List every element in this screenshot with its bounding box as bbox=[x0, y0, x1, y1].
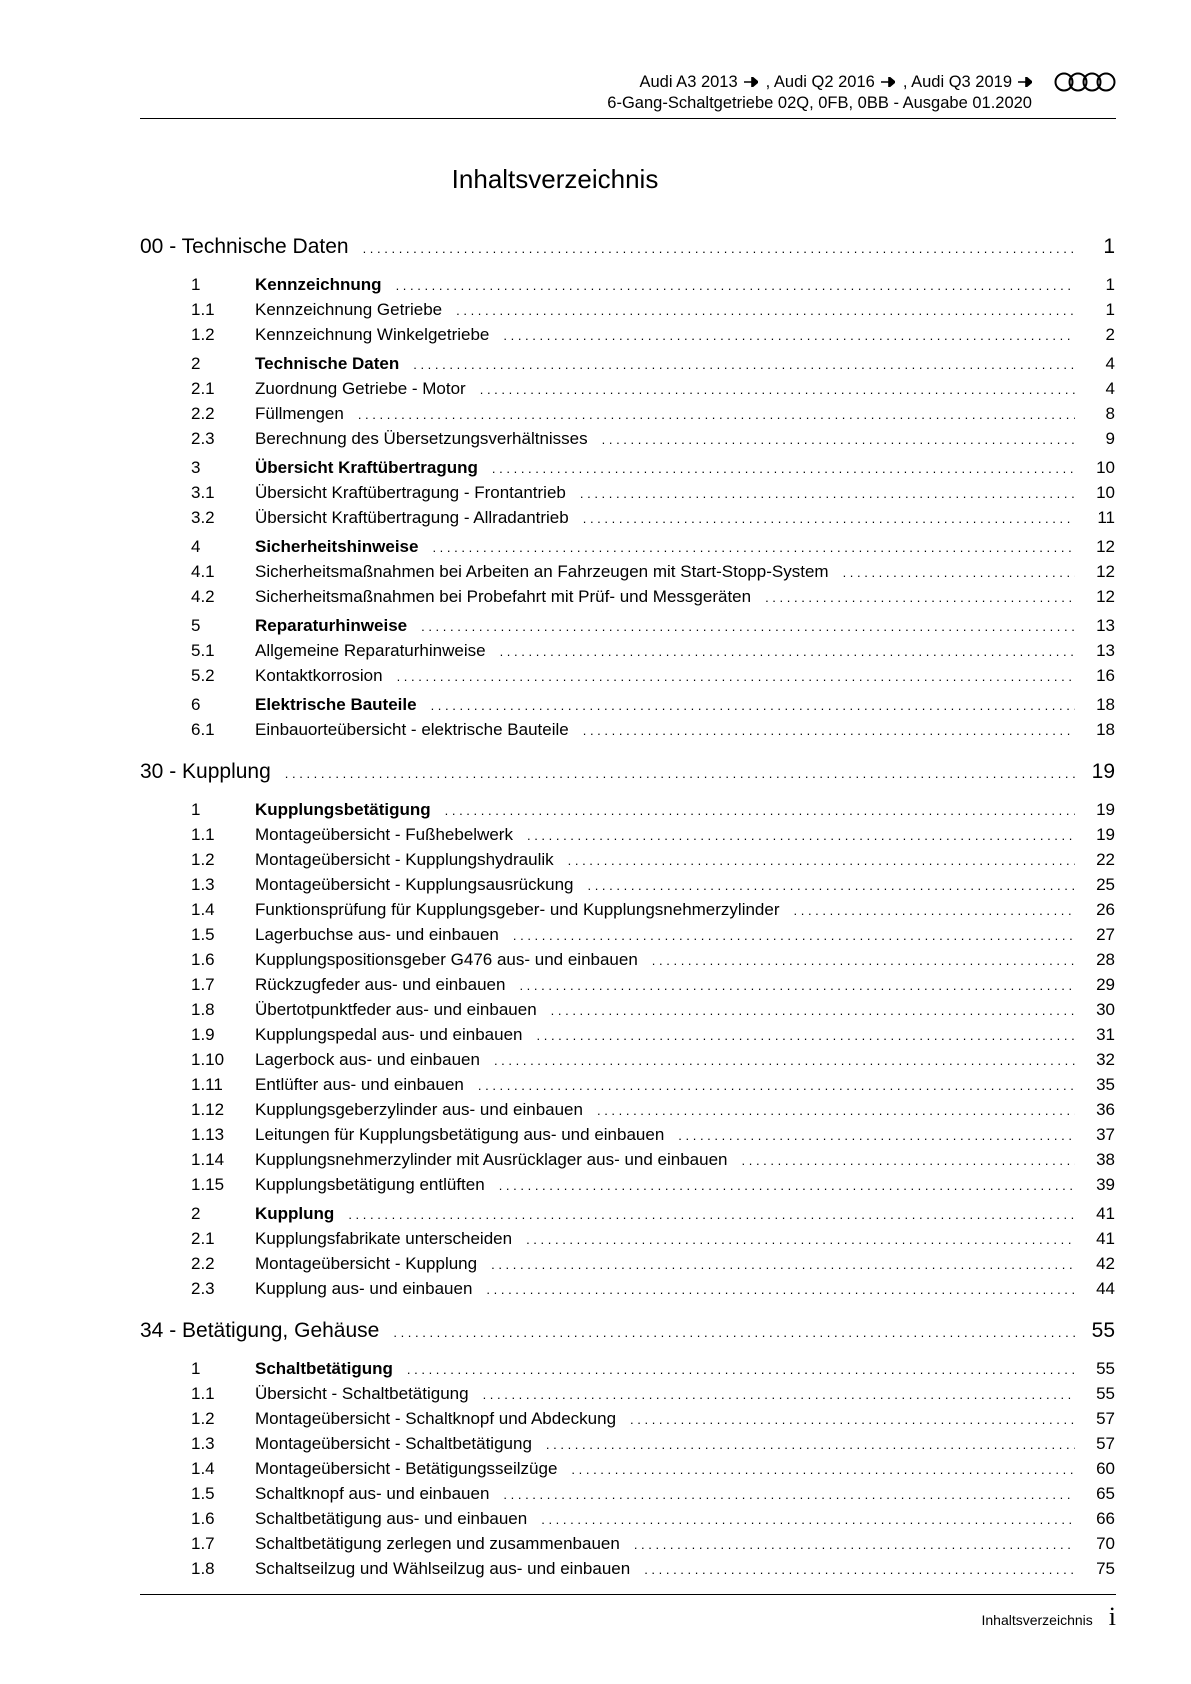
entry-title: Füllmengen bbox=[255, 404, 344, 423]
entry-title: Entlüfter aus- und einbauen bbox=[255, 1075, 464, 1094]
manual-subtitle: 6-Gang-Schaltgetriebe 02Q, 0FB, 0BB - Ausgabe 01.2020 bbox=[607, 94, 1032, 112]
entry-title: Schaltseilzug und Wählseilzug aus- und einbauen bbox=[255, 1559, 631, 1578]
entry-number: 1 bbox=[191, 800, 201, 819]
entry-title: Übertotpunktfeder aus- und einbauen bbox=[255, 1000, 537, 1019]
entry-number: 1.13 bbox=[191, 1125, 225, 1144]
arrow-right-icon bbox=[881, 77, 895, 87]
entry-number: 1.1 bbox=[191, 300, 215, 319]
audi-rings-icon bbox=[1054, 71, 1116, 93]
entry-title: Leitungen für Kupplungsbetätigung aus- und einbauen bbox=[255, 1125, 665, 1144]
entry-title: 34 - Betätigung, Gehäuse bbox=[140, 1319, 380, 1342]
entry-title: Lagerbock aus- und einbauen bbox=[255, 1050, 480, 1069]
entry-number: 1.1 bbox=[191, 1384, 215, 1403]
entry-number: 1 bbox=[191, 1359, 201, 1378]
dot-leader bbox=[630, 1412, 1075, 1427]
entry-title: Technische Daten bbox=[255, 354, 400, 373]
entry-number: 1.2 bbox=[191, 325, 215, 344]
dot-leader bbox=[587, 878, 1075, 893]
dot-leader bbox=[634, 1537, 1075, 1552]
entry-title: Montageübersicht - Schaltbetätigung bbox=[255, 1434, 532, 1453]
entry-title: Funktionsprüfung für Kupplungsgeber- und Kupplungsnehmerzylinder bbox=[255, 900, 780, 919]
dot-leader bbox=[456, 303, 1075, 318]
section-entry[interactable] bbox=[140, 354, 1115, 379]
page-footer bbox=[981, 1602, 1116, 1632]
entry-page-number: 27 bbox=[1096, 925, 1115, 944]
header-rule bbox=[140, 118, 1116, 119]
entry-number: 1.7 bbox=[191, 975, 215, 994]
entry-number: 1.15 bbox=[191, 1175, 225, 1194]
entry-title: Montageübersicht - Schaltknopf und Abdeckung bbox=[255, 1409, 617, 1428]
entry-title: 30 - Kupplung bbox=[140, 760, 271, 783]
entry-page-number: 39 bbox=[1096, 1175, 1115, 1194]
entry-page-number: 4 bbox=[1105, 354, 1115, 373]
dot-leader bbox=[765, 590, 1075, 605]
entry-title: Kupplungsbetätigung bbox=[255, 800, 431, 819]
dot-leader bbox=[494, 1053, 1075, 1068]
entry-page-number: 30 bbox=[1096, 1000, 1115, 1019]
subsection-entry[interactable] bbox=[140, 1434, 1115, 1459]
dot-leader bbox=[431, 698, 1075, 713]
entry-number: 4.1 bbox=[191, 562, 215, 581]
section-entry[interactable] bbox=[140, 537, 1115, 562]
dot-leader bbox=[546, 1437, 1075, 1452]
section-entry[interactable] bbox=[140, 1204, 1115, 1229]
entry-number: 1.11 bbox=[191, 1075, 223, 1094]
entry-number: 3.1 bbox=[191, 483, 215, 502]
entry-number: 6.1 bbox=[191, 720, 215, 739]
dot-leader bbox=[526, 1232, 1075, 1247]
entry-page-number: 32 bbox=[1096, 1050, 1115, 1069]
entry-page-number: 31 bbox=[1096, 1025, 1115, 1044]
entry-page-number: 57 bbox=[1096, 1434, 1115, 1453]
vehicle-label: Audi A3 2013 bbox=[639, 72, 738, 91]
entry-title: Zuordnung Getriebe - Motor bbox=[255, 379, 466, 398]
entry-title: Schaltbetätigung aus- und einbauen bbox=[255, 1509, 528, 1528]
entry-page-number: 66 bbox=[1096, 1509, 1115, 1528]
table-of-contents bbox=[140, 232, 1115, 1584]
subsection-entry[interactable] bbox=[140, 1229, 1115, 1254]
entry-title: Sicherheitsmaßnahmen bei Arbeiten an Fahrzeugen mit Start-Stopp-System bbox=[255, 562, 829, 581]
subsection-entry[interactable] bbox=[140, 975, 1115, 1000]
dot-leader bbox=[486, 1282, 1075, 1297]
subsection-entry[interactable] bbox=[140, 1075, 1115, 1100]
dot-leader bbox=[580, 486, 1075, 501]
subsection-entry[interactable] bbox=[140, 720, 1115, 745]
entry-number: 1.2 bbox=[191, 1409, 215, 1428]
subsection-entry[interactable] bbox=[140, 1025, 1115, 1050]
subsection-entry[interactable] bbox=[140, 1125, 1115, 1150]
vehicle-line bbox=[639, 68, 1116, 96]
entry-page-number: 28 bbox=[1096, 950, 1115, 969]
subsection-entry[interactable] bbox=[140, 1559, 1115, 1584]
subsection-entry[interactable] bbox=[140, 1459, 1115, 1484]
subsection-entry[interactable] bbox=[140, 1509, 1115, 1534]
entry-number: 1.7 bbox=[191, 1534, 215, 1553]
subsection-entry[interactable] bbox=[140, 1484, 1115, 1509]
entry-page-number: 36 bbox=[1096, 1100, 1115, 1119]
dot-leader bbox=[568, 853, 1075, 868]
dot-leader bbox=[678, 1128, 1075, 1143]
entry-number: 1.10 bbox=[191, 1050, 225, 1069]
dot-leader bbox=[571, 1462, 1075, 1477]
entry-page-number: 38 bbox=[1096, 1150, 1115, 1169]
entry-page-number: 12 bbox=[1096, 587, 1115, 606]
subsection-entry[interactable] bbox=[140, 1409, 1115, 1434]
entry-number: 1.2 bbox=[191, 850, 215, 869]
entry-title: Übersicht Kraftübertragung - Frontantrieb bbox=[255, 483, 566, 502]
entry-number: 1.3 bbox=[191, 875, 215, 894]
entry-number: 3.2 bbox=[191, 508, 215, 527]
entry-page-number: 70 bbox=[1096, 1534, 1115, 1553]
subsection-entry[interactable] bbox=[140, 1050, 1115, 1075]
entry-number: 2 bbox=[191, 354, 201, 373]
entry-number: 2.2 bbox=[191, 404, 215, 423]
dot-leader bbox=[644, 1562, 1075, 1577]
subsection-entry[interactable] bbox=[140, 1384, 1115, 1409]
chapter-entry[interactable] bbox=[140, 235, 1115, 271]
dot-leader bbox=[602, 432, 1075, 447]
entry-title: Lagerbuchse aus- und einbauen bbox=[255, 925, 499, 944]
entry-title: Elektrische Bauteile bbox=[255, 695, 417, 714]
dot-leader bbox=[421, 619, 1075, 634]
entry-page-number: 35 bbox=[1096, 1075, 1115, 1094]
entry-title: Montageübersicht - Kupplung bbox=[255, 1254, 478, 1273]
footer-label: Inhaltsverzeichnis bbox=[981, 1612, 1093, 1628]
entry-page-number: 37 bbox=[1096, 1125, 1115, 1144]
entry-title: Kupplungspedal aus- und einbauen bbox=[255, 1025, 523, 1044]
subsection-entry[interactable] bbox=[140, 1254, 1115, 1279]
subsection-entry[interactable] bbox=[140, 379, 1115, 404]
entry-title: Schaltknopf aus- und einbauen bbox=[255, 1484, 490, 1503]
dot-leader bbox=[413, 357, 1075, 372]
dot-leader bbox=[527, 828, 1075, 843]
entry-page-number: 1 bbox=[1103, 235, 1115, 258]
entry-title: Reparaturhinweise bbox=[255, 616, 408, 635]
subsection-entry[interactable] bbox=[140, 875, 1115, 900]
entry-page-number: 16 bbox=[1096, 666, 1115, 685]
dot-leader bbox=[491, 1257, 1075, 1272]
entry-title: Sicherheitshinweise bbox=[255, 537, 419, 556]
vehicle-label: , Audi Q2 2016 bbox=[765, 72, 875, 91]
entry-title: Montageübersicht - Fußhebelwerk bbox=[255, 825, 513, 844]
dot-leader bbox=[492, 461, 1075, 476]
entry-title: Kontaktkorrosion bbox=[255, 666, 383, 685]
entry-page-number: 12 bbox=[1096, 537, 1115, 556]
subsection-entry[interactable] bbox=[140, 825, 1115, 850]
entry-number: 3 bbox=[191, 458, 201, 477]
dot-leader bbox=[285, 766, 1075, 781]
entry-page-number: 10 bbox=[1096, 458, 1115, 477]
section-entry[interactable] bbox=[140, 616, 1115, 641]
dot-leader bbox=[396, 278, 1075, 293]
entry-number: 5.2 bbox=[191, 666, 215, 685]
entry-page-number: 75 bbox=[1096, 1559, 1115, 1578]
subsection-entry[interactable] bbox=[140, 1279, 1115, 1304]
vehicle-label: , Audi Q3 2019 bbox=[902, 72, 1012, 91]
dot-leader bbox=[794, 903, 1075, 918]
entry-page-number: 41 bbox=[1096, 1229, 1115, 1248]
entry-page-number: 9 bbox=[1105, 429, 1115, 448]
entry-number: 1.8 bbox=[191, 1000, 215, 1019]
entry-page-number: 13 bbox=[1096, 616, 1115, 635]
subsection-entry[interactable] bbox=[140, 508, 1115, 533]
subsection-entry[interactable] bbox=[140, 850, 1115, 875]
entry-title: Kennzeichnung Getriebe bbox=[255, 300, 443, 319]
entry-number: 5.1 bbox=[191, 641, 215, 660]
subsection-entry[interactable] bbox=[140, 666, 1115, 691]
entry-title: Berechnung des Übersetzungsverhältnisses bbox=[255, 429, 588, 448]
dot-leader bbox=[742, 1153, 1075, 1168]
subsection-entry[interactable] bbox=[140, 1100, 1115, 1125]
chapter-entry[interactable] bbox=[140, 1319, 1115, 1355]
page-title: Inhaltsverzeichnis bbox=[451, 164, 659, 194]
entry-number: 2 bbox=[191, 1204, 201, 1223]
entry-number: 2.2 bbox=[191, 1254, 215, 1273]
entry-number: 1.5 bbox=[191, 1484, 215, 1503]
entry-page-number: 1 bbox=[1105, 275, 1115, 294]
dot-leader bbox=[397, 669, 1075, 684]
entry-number: 2.3 bbox=[191, 429, 215, 448]
entry-page-number: 11 bbox=[1097, 508, 1115, 527]
entry-title: Kupplung bbox=[255, 1204, 335, 1223]
entry-page-number: 41 bbox=[1096, 1204, 1115, 1223]
entry-page-number: 55 bbox=[1096, 1384, 1115, 1403]
section-entry[interactable] bbox=[140, 1359, 1115, 1384]
entry-title: Sicherheitsmaßnahmen bei Probefahrt mit Prüf- und Messgeräten bbox=[255, 587, 752, 606]
entry-number: 2.3 bbox=[191, 1279, 215, 1298]
entry-page-number: 60 bbox=[1096, 1459, 1115, 1478]
subsection-entry[interactable] bbox=[140, 325, 1115, 350]
entry-title: Kupplungsfabrikate unterscheiden bbox=[255, 1229, 513, 1248]
subsection-entry[interactable] bbox=[140, 1534, 1115, 1559]
entry-number: 1.5 bbox=[191, 925, 215, 944]
entry-number: 1.4 bbox=[191, 900, 215, 919]
dot-leader bbox=[445, 803, 1075, 818]
subsection-entry[interactable] bbox=[140, 1000, 1115, 1025]
entry-title: Einbauorteübersicht - elektrische Bauteile bbox=[255, 720, 569, 739]
entry-title: Schaltbetätigung bbox=[255, 1359, 393, 1378]
entry-page-number: 42 bbox=[1096, 1254, 1115, 1273]
entry-title: Montageübersicht - Kupplungsausrückung bbox=[255, 875, 574, 894]
entry-title: Kennzeichnung bbox=[255, 275, 382, 294]
entry-title: Schaltbetätigung zerlegen und zusammenbauen bbox=[255, 1534, 620, 1553]
entry-number: 1.9 bbox=[191, 1025, 215, 1044]
dot-leader bbox=[480, 382, 1075, 397]
entry-number: 1.8 bbox=[191, 1559, 215, 1578]
section-entry[interactable] bbox=[140, 275, 1115, 300]
subsection-entry[interactable] bbox=[140, 950, 1115, 975]
dot-leader bbox=[432, 540, 1075, 555]
entry-page-number: 25 bbox=[1096, 875, 1115, 894]
entry-page-number: 57 bbox=[1096, 1409, 1115, 1428]
entry-number: 1.1 bbox=[191, 825, 215, 844]
entry-number: 1.4 bbox=[191, 1459, 215, 1478]
entry-title: 00 - Technische Daten bbox=[140, 235, 349, 258]
entry-title: Übersicht Kraftübertragung - Allradantrieb bbox=[255, 508, 569, 527]
dot-leader bbox=[551, 1003, 1075, 1018]
entry-number: 4.2 bbox=[191, 587, 215, 606]
dot-leader bbox=[537, 1028, 1075, 1043]
entry-page-number: 18 bbox=[1096, 720, 1115, 739]
subsection-entry[interactable] bbox=[140, 429, 1115, 454]
entry-title: Kupplungsnehmerzylinder mit Ausrücklager aus- und einbauen bbox=[255, 1150, 728, 1169]
entry-number: 2.1 bbox=[191, 379, 215, 398]
entry-number: 1.3 bbox=[191, 1434, 215, 1453]
entry-title: Kupplung aus- und einbauen bbox=[255, 1279, 473, 1298]
chapter-entry[interactable] bbox=[140, 760, 1115, 796]
entry-number: 1.6 bbox=[191, 950, 215, 969]
subsection-entry[interactable] bbox=[140, 404, 1115, 429]
subsection-entry[interactable] bbox=[140, 900, 1115, 925]
subsection-entry[interactable] bbox=[140, 1150, 1115, 1175]
entry-page-number: 22 bbox=[1096, 850, 1115, 869]
dot-leader bbox=[541, 1512, 1075, 1527]
dot-leader bbox=[358, 407, 1075, 422]
arrow-right-icon bbox=[744, 77, 758, 87]
dot-leader bbox=[652, 953, 1075, 968]
dot-leader bbox=[513, 928, 1075, 943]
entry-page-number: 10 bbox=[1096, 483, 1115, 502]
entry-number: 1.14 bbox=[191, 1150, 225, 1169]
entry-page-number: 26 bbox=[1096, 900, 1115, 919]
dot-leader bbox=[583, 723, 1075, 738]
section-entry[interactable] bbox=[140, 458, 1115, 483]
entry-page-number: 19 bbox=[1091, 760, 1115, 783]
dot-leader bbox=[407, 1362, 1075, 1377]
dot-leader bbox=[503, 328, 1075, 343]
entry-page-number: 19 bbox=[1096, 825, 1115, 844]
dot-leader bbox=[499, 1178, 1075, 1193]
entry-title: Montageübersicht - Betätigungsseilzüge bbox=[255, 1459, 558, 1478]
entry-page-number: 44 bbox=[1096, 1279, 1115, 1298]
entry-number: 6 bbox=[191, 695, 201, 714]
subsection-entry[interactable] bbox=[140, 587, 1115, 612]
entry-number: 1.6 bbox=[191, 1509, 215, 1528]
entry-title: Übersicht Kraftübertragung bbox=[255, 458, 478, 477]
entry-title: Kupplungsgeberzylinder aus- und einbauen bbox=[255, 1100, 583, 1119]
entry-title: Allgemeine Reparaturhinweise bbox=[255, 641, 486, 660]
entry-page-number: 8 bbox=[1105, 404, 1115, 423]
dot-leader bbox=[519, 978, 1075, 993]
entry-page-number: 65 bbox=[1096, 1484, 1115, 1503]
entry-page-number: 1 bbox=[1105, 300, 1115, 319]
dot-leader bbox=[503, 1487, 1075, 1502]
entry-title: Rückzugfeder aus- und einbauen bbox=[255, 975, 506, 994]
dot-leader bbox=[843, 565, 1075, 580]
footer-rule bbox=[140, 1594, 1116, 1595]
section-entry[interactable] bbox=[140, 695, 1115, 720]
subsection-entry[interactable] bbox=[140, 925, 1115, 950]
dot-leader bbox=[348, 1207, 1075, 1222]
entry-title: Montageübersicht - Kupplungshydraulik bbox=[255, 850, 554, 869]
dot-leader bbox=[363, 241, 1075, 256]
dot-leader bbox=[500, 644, 1075, 659]
entry-page-number: 55 bbox=[1096, 1359, 1115, 1378]
entry-page-number: 18 bbox=[1096, 695, 1115, 714]
entry-number: 2.1 bbox=[191, 1229, 215, 1248]
entry-page-number: 2 bbox=[1105, 325, 1115, 344]
entry-number: 5 bbox=[191, 616, 201, 635]
subsection-entry[interactable] bbox=[140, 641, 1115, 666]
entry-number: 4 bbox=[191, 537, 201, 556]
dot-leader bbox=[393, 1325, 1075, 1340]
entry-title: Kupplungsbetätigung entlüften bbox=[255, 1175, 485, 1194]
dot-leader bbox=[583, 511, 1075, 526]
entry-page-number: 29 bbox=[1096, 975, 1115, 994]
entry-page-number: 13 bbox=[1096, 641, 1115, 660]
entry-title: Kennzeichnung Winkelgetriebe bbox=[255, 325, 490, 344]
section-entry[interactable] bbox=[140, 800, 1115, 825]
entry-page-number: 55 bbox=[1091, 1319, 1115, 1342]
subsection-entry[interactable] bbox=[140, 562, 1115, 587]
entry-number: 1 bbox=[191, 275, 201, 294]
entry-page-number: 4 bbox=[1105, 379, 1115, 398]
entry-title: Übersicht - Schaltbetätigung bbox=[255, 1384, 469, 1403]
entry-number: 1.12 bbox=[191, 1100, 225, 1119]
arrow-right-icon bbox=[1018, 77, 1032, 87]
footer-page-number: i bbox=[1108, 1602, 1116, 1631]
entry-title: Kupplungspositionsgeber G476 aus- und einbauen bbox=[255, 950, 638, 969]
entry-page-number: 12 bbox=[1096, 562, 1115, 581]
entry-page-number: 19 bbox=[1096, 800, 1115, 819]
dot-leader bbox=[483, 1387, 1075, 1402]
dot-leader bbox=[597, 1103, 1075, 1118]
dot-leader bbox=[478, 1078, 1075, 1093]
subsection-entry[interactable] bbox=[140, 483, 1115, 508]
subsection-entry[interactable] bbox=[140, 300, 1115, 325]
subsection-entry[interactable] bbox=[140, 1175, 1115, 1200]
